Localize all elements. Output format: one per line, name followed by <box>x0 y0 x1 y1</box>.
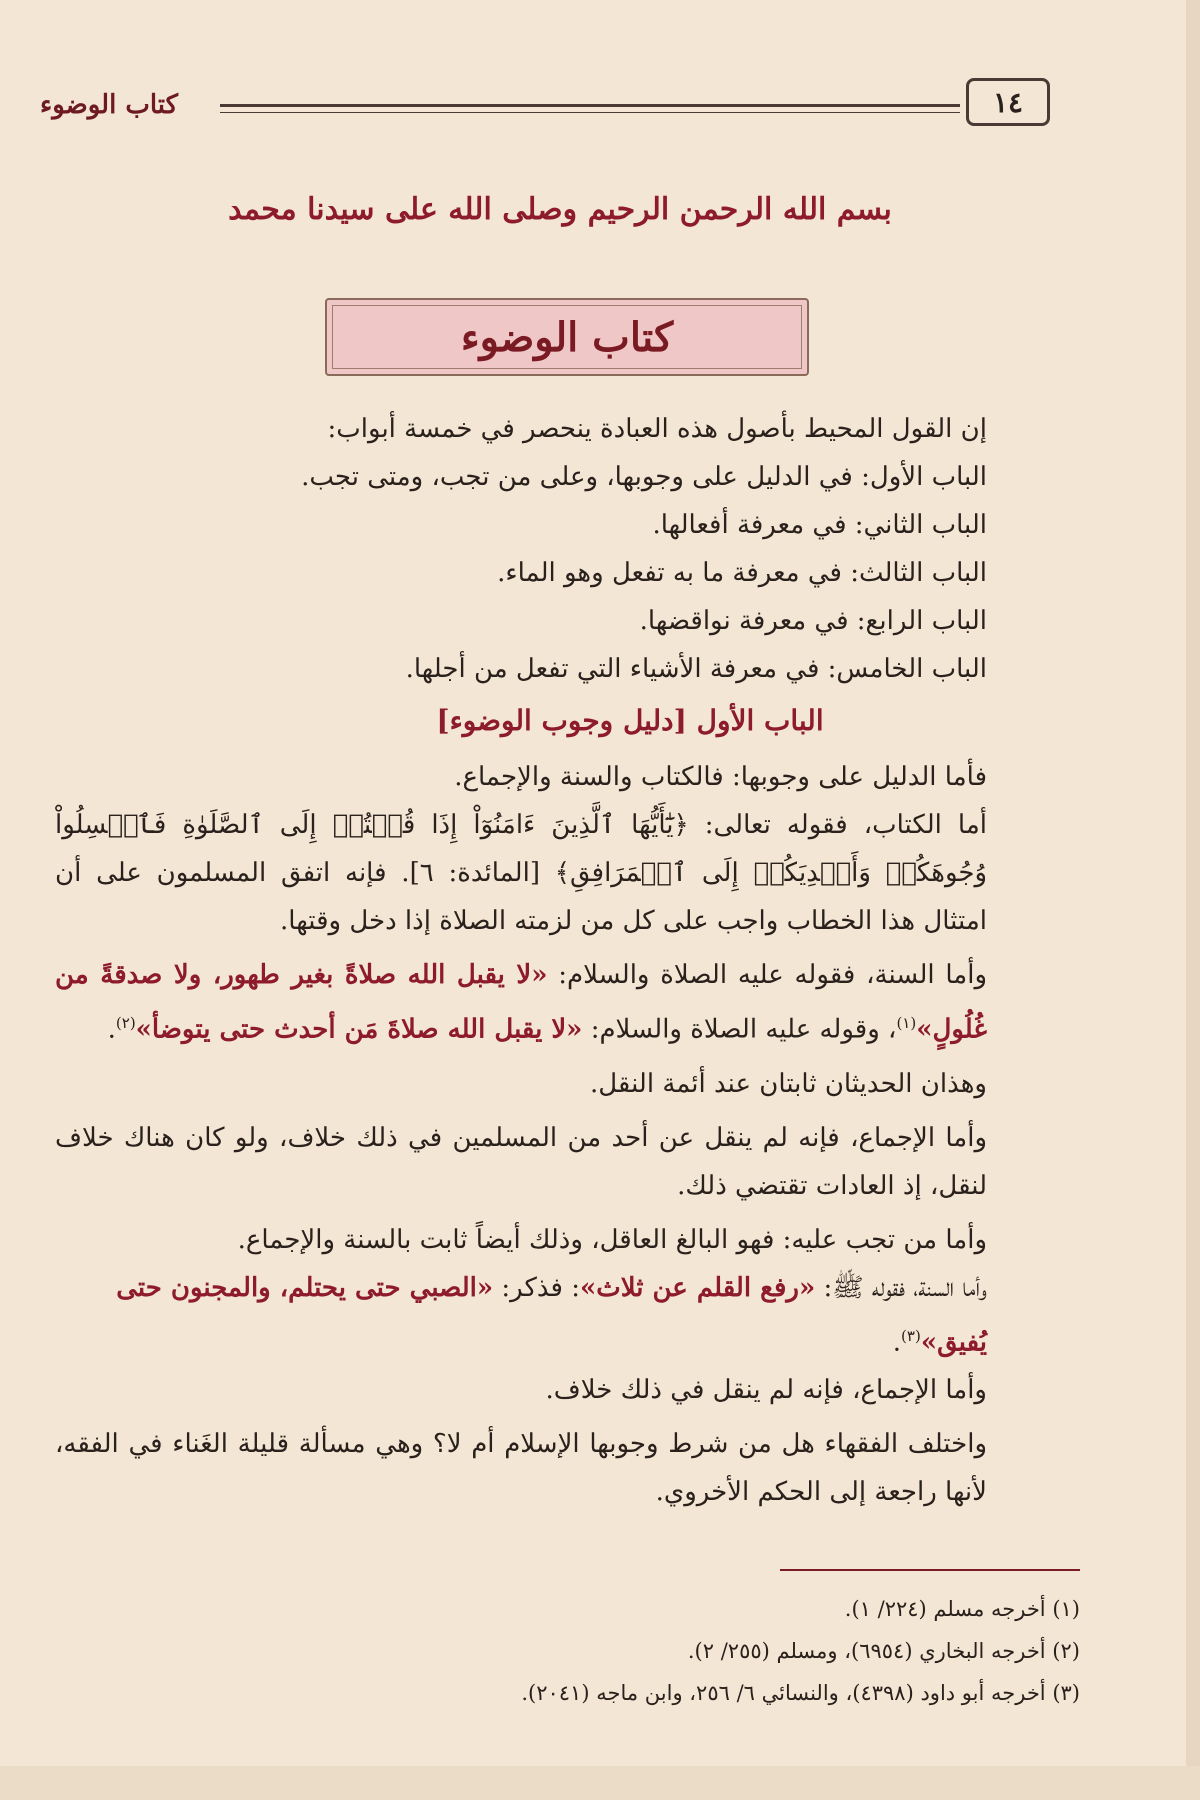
page-edge-bottom <box>0 1766 1200 1800</box>
sunnah2-paragraph <box>55 1264 1045 1367</box>
hadith-quote: «الصبي حتى يحتلم، والمجنون حتى يُفيق» <box>116 1272 987 1358</box>
sunnah2-lead: وأما السنة، فقوله ﷺ: <box>815 1272 987 1303</box>
running-title: كتاب الوضوء <box>40 90 178 120</box>
footnotes <box>120 1588 1080 1714</box>
sunnah-paragraph <box>55 951 1045 1054</box>
quran-verse: ﴿يَٰٓأَيُّهَا ٱلَّذِينَ ءَامَنُوٓاْ إِذَا قُمۡتُمۡ إِلَى ٱلصَّلَوٰةِ فَٱغۡسِلُواْ وُجُوهَكُمۡ وَأَيۡدِيَكُمۡ إِلَى ٱلۡمَرَافِقِ﴾ <box>55 810 988 888</box>
two-hadith-paragraph: وهذان الحديثان ثابتان عند أئمة النقل. <box>589 1068 987 1099</box>
chapter-title: كتاب الوضوء <box>460 313 674 361</box>
page-edge <box>1186 0 1200 1800</box>
hadith-quote: «لا يقبل الله صلاةً بغير طهور، ولا صدقةً من غُلُولٍ» <box>55 960 987 1045</box>
sunnah2-end: . <box>892 1327 902 1358</box>
footnote: (٢) أخرجه البخاري (٦٩٥٤)، ومسلم (٢٥٥/ ٢). <box>687 1639 1080 1663</box>
hadith-quote: «رفع القلم عن ثلاث» <box>579 1272 816 1303</box>
footnote-ref[interactable]: (٢) <box>115 1014 136 1032</box>
chapter-title-box <box>325 298 809 376</box>
chapter-list-item: الباب الثاني: في معرفة أفعالها. <box>652 510 987 540</box>
sunnah2-mid: : فذكر: <box>493 1272 580 1303</box>
body-text <box>55 405 1045 1516</box>
evidence-paragraph: فأما الدليل على وجوبها: فالكتاب والسنة والإجماع. <box>454 762 987 792</box>
sunnah-lead: وأما السنة، فقوله عليه الصلاة والسلام: <box>547 960 988 990</box>
chapter-list-item: الباب الأول: في الدليل على وجوبها، وعلى من تجب، ومتى تجب. <box>301 462 987 492</box>
footnote: (١) أخرجه مسلم (٢٢٤/ ١). <box>844 1597 1080 1621</box>
who-paragraph: وأما من تجب عليه: فهو البالغ العاقل، وذلك أيضاً ثابت بالسنة والإجماع. <box>237 1224 987 1255</box>
ijma2-paragraph: وأما الإجماع، فإنه لم ينقل في ذلك خلاف. <box>545 1375 987 1406</box>
hadith-quote: «لا يقبل الله صلاةَ مَن أحدث حتى يتوضأ» <box>135 1014 583 1045</box>
book-rest: [المائدة: ٦]. فإنه اتفق المسلمون على أن امتثال هذا الخطاب واجب على كل من لزمته الصلاة إذا دخل وقتها. <box>55 858 987 936</box>
page-header <box>40 78 1070 138</box>
chapter-list-item: الباب الخامس: في معرفة الأشياء التي تفعل من أجلها. <box>405 654 987 684</box>
intro-paragraph: إن القول المحيط بأصول هذه العبادة ينحصر في خمسة أبواب: <box>327 414 987 444</box>
section-heading: الباب الأول [دليل وجوب الوضوء] <box>436 704 824 737</box>
sunnah-mid: ، وقوله عليه الصلاة والسلام: <box>582 1014 897 1045</box>
footnote-ref[interactable]: (٣) <box>901 1326 921 1345</box>
difference-paragraph: واختلف الفقهاء هل من شرط وجوبها الإسلام أم لا؟ وهي مسألة قليلة الغَناء في الفقه، لأنها راجعة إلى الحكم الأخروي. <box>55 1429 987 1508</box>
ijma-paragraph: وأما الإجماع، فإنه لم ينقل عن أحد من المسلمين في ذلك خلاف، ولو كان هناك خلاف لنقل، إذ العادات تقتضي ذلك. <box>55 1122 987 1201</box>
chapter-list-item: الباب الثالث: في معرفة ما به تفعل وهو الماء. <box>497 558 987 588</box>
footnote: (٣) أخرجه أبو داود (٤٣٩٨)، والنسائي ٦/ ٢٥٦، وابن ماجه (٢٠٤١). <box>521 1681 1080 1705</box>
footnote-ref[interactable]: (١) <box>896 1014 917 1032</box>
book-paragraph <box>55 801 1045 945</box>
footnote-divider <box>780 1569 1080 1571</box>
sunnah-end: . <box>107 1014 116 1045</box>
chapter-list-item: الباب الرابع: في معرفة نواقضها. <box>639 606 987 636</box>
book-lead: أما الكتاب، فقوله تعالى: <box>688 810 988 840</box>
header-rule <box>220 104 960 113</box>
basmala: بسم الله الرحمن الرحيم وصلى الله على سيدنا محمد <box>228 192 892 227</box>
page-number: ١٤ <box>966 78 1050 126</box>
